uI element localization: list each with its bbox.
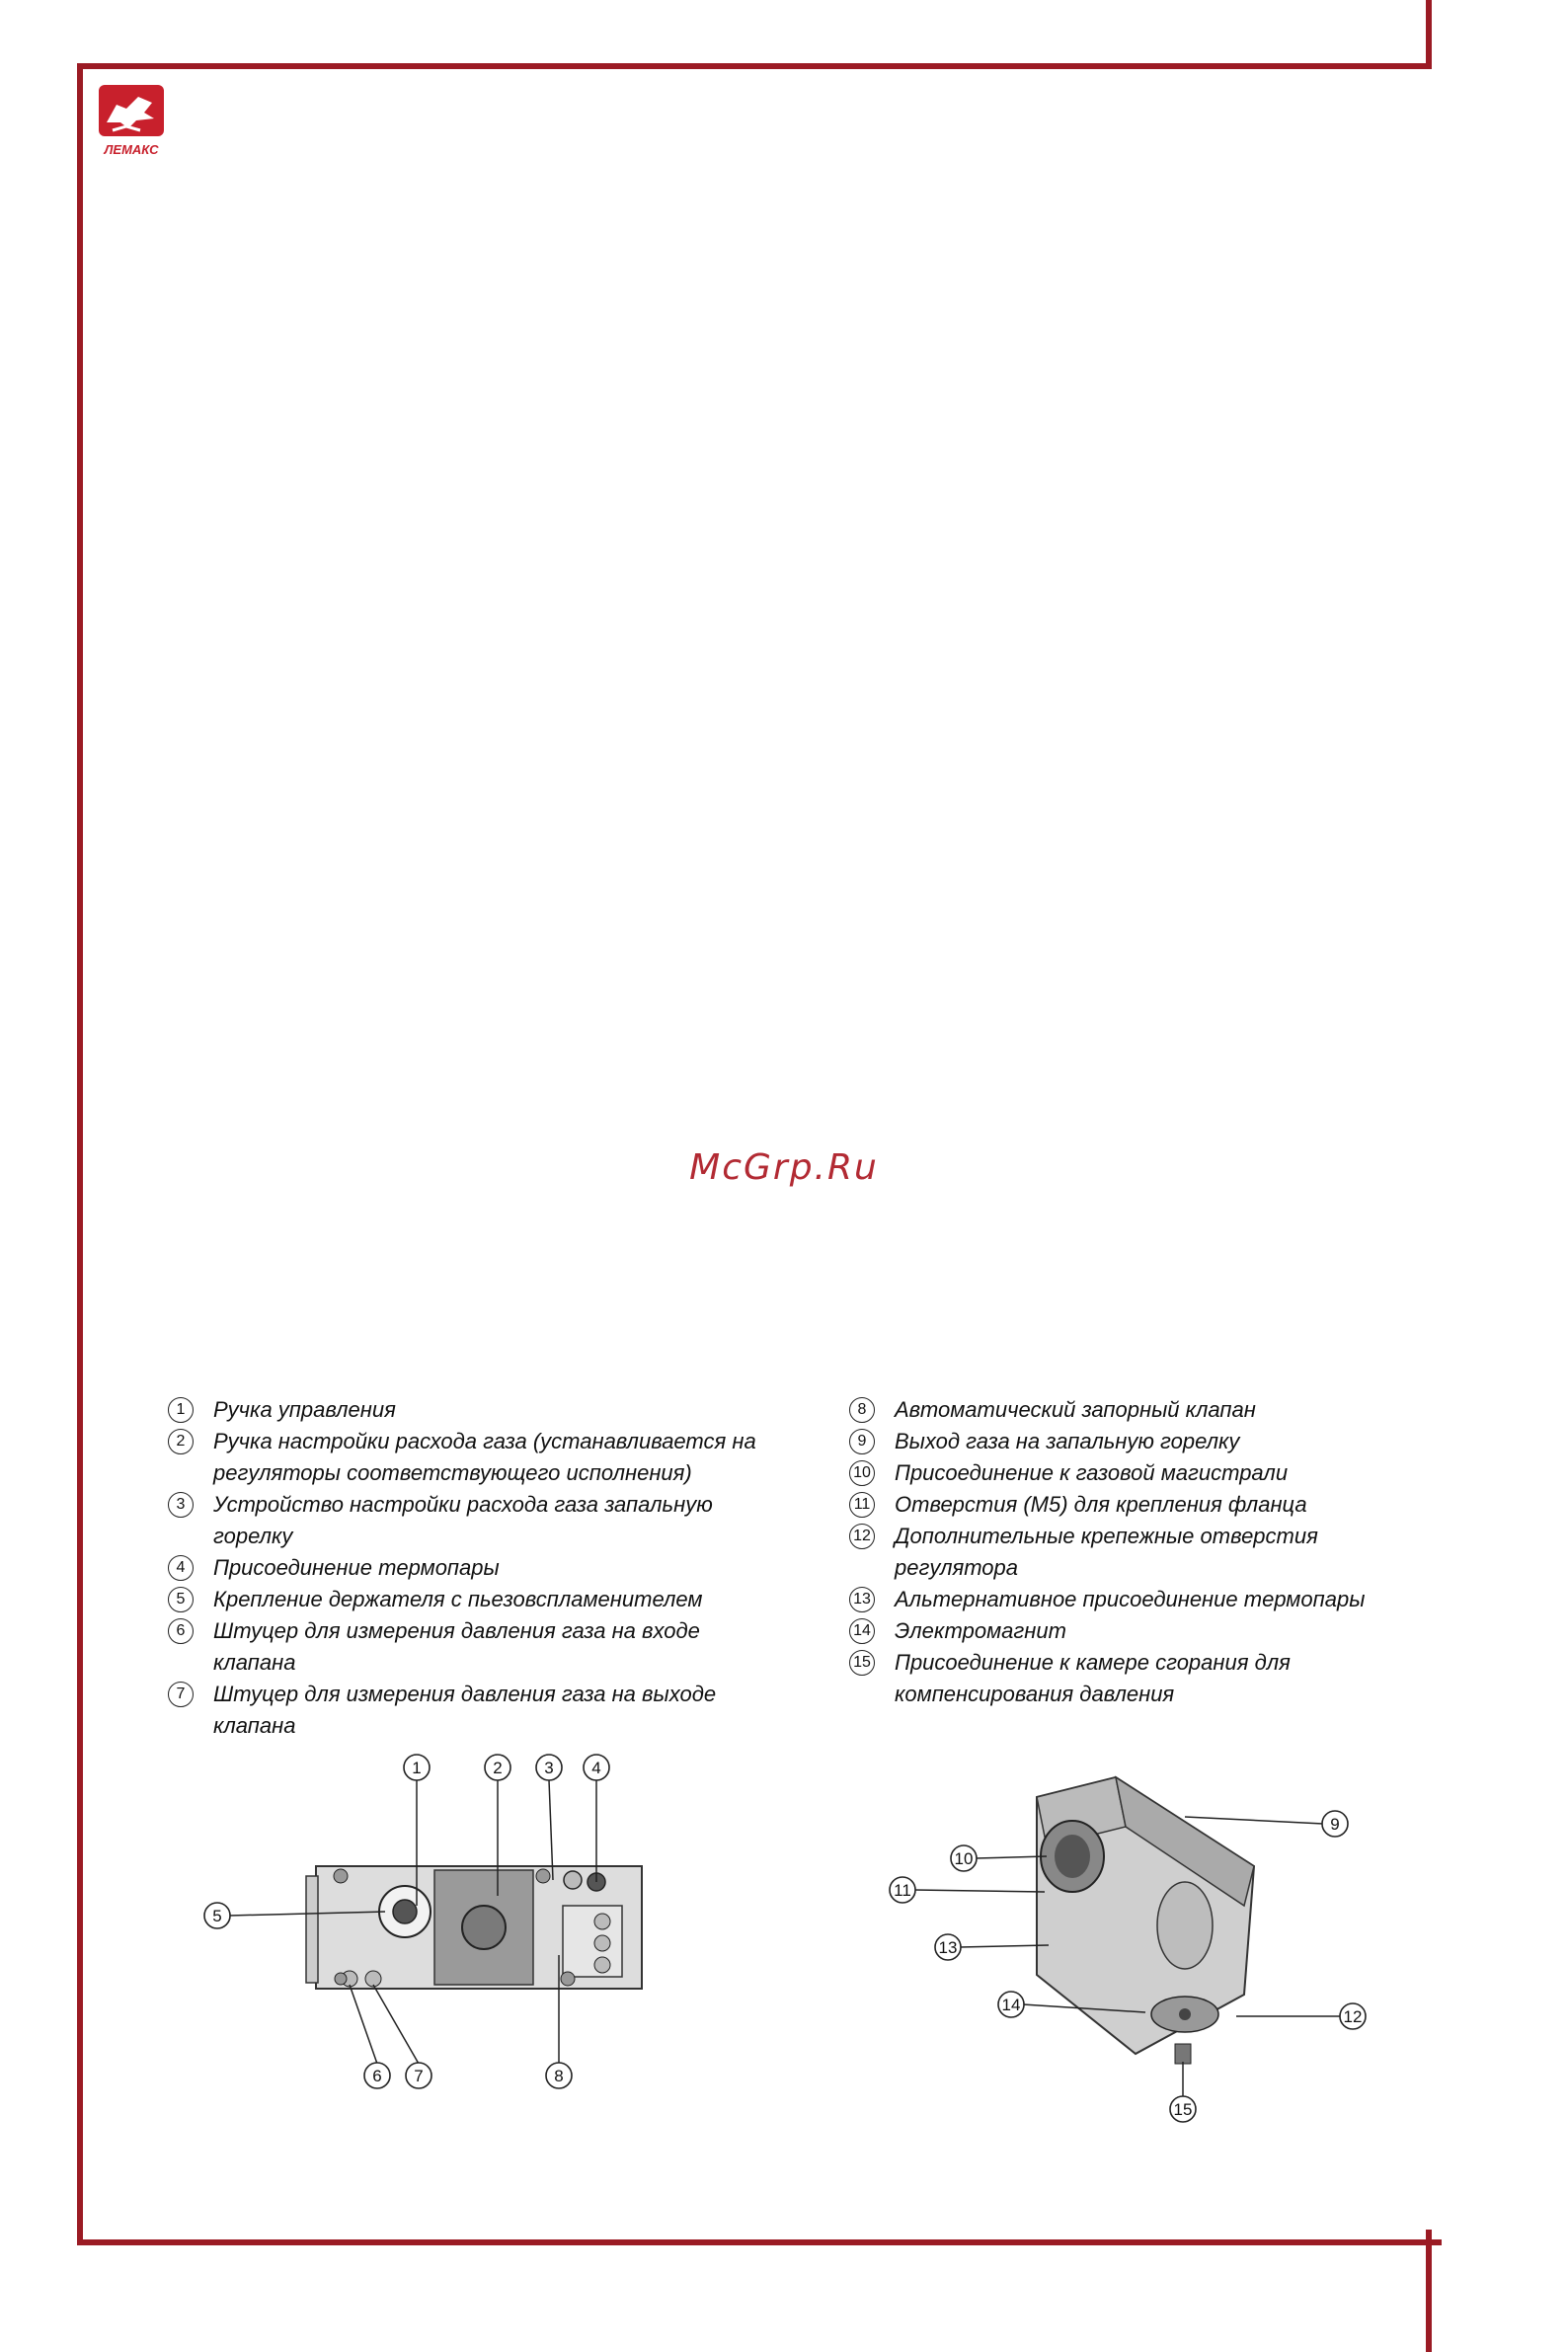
legend-item xyxy=(168,1394,780,1426)
legend-item xyxy=(168,1584,780,1615)
legend-text: Автоматический запорный клапан xyxy=(895,1397,1256,1422)
legend-number: 1 xyxy=(168,1397,194,1423)
legend-item xyxy=(168,1489,780,1552)
callout-label: 9 xyxy=(1330,1815,1340,1834)
legend-item xyxy=(849,1615,1442,1647)
frame-top-right-tick xyxy=(1426,0,1432,69)
legend-text: Отверстия (M5) для крепления фланца xyxy=(895,1492,1307,1517)
legend-item xyxy=(849,1584,1442,1615)
legend-number: 7 xyxy=(168,1682,194,1707)
callout-label: 12 xyxy=(1343,2007,1363,2026)
legend-text: Присоединение к газовой магистрали xyxy=(895,1460,1289,1485)
legend-number: 13 xyxy=(849,1587,875,1612)
legend-text: Устройство настройки расхода газа запальную горелку xyxy=(213,1492,713,1548)
legend-text: Присоединение термопары xyxy=(213,1555,500,1580)
frame-top xyxy=(77,63,1432,69)
legend-item xyxy=(849,1489,1442,1521)
callout-label: 4 xyxy=(591,1759,601,1777)
watermark: McGrp.Ru xyxy=(689,1147,879,1188)
brand-logo xyxy=(93,83,172,162)
legend-number: 9 xyxy=(849,1429,875,1454)
legend-number: 11 xyxy=(849,1492,875,1518)
legend-left xyxy=(168,1394,780,1742)
callout-label: 5 xyxy=(212,1907,222,1925)
legend-text: Дополнительные крепежные отверстия регулятора xyxy=(895,1524,1318,1580)
callout-label: 3 xyxy=(544,1759,554,1777)
legend-number: 6 xyxy=(168,1618,194,1644)
legend-number: 3 xyxy=(168,1492,194,1518)
callout-label: 11 xyxy=(894,1881,911,1900)
legend-number: 5 xyxy=(168,1587,194,1612)
legend-number: 14 xyxy=(849,1618,875,1644)
legend-text: Альтернативное присоединение термопары xyxy=(895,1587,1366,1611)
callout-label: 7 xyxy=(414,2067,424,2085)
gas-valve-front-diagram xyxy=(188,1748,701,2103)
legend-number: 10 xyxy=(849,1460,875,1486)
legend-item xyxy=(849,1521,1442,1584)
logo-text: ЛЕМАКС xyxy=(104,142,159,157)
legend-item xyxy=(849,1426,1442,1457)
legend-text: Ручка настройки расхода газа (устанавливается на регуляторы соответствующего исполнения) xyxy=(213,1429,756,1485)
legend-number: 2 xyxy=(168,1429,194,1454)
legend-item xyxy=(849,1647,1442,1710)
legend-item xyxy=(168,1615,780,1679)
legend-text: Ручка управления xyxy=(213,1397,396,1422)
callout-label: 13 xyxy=(938,1938,958,1957)
legend-text: Выход газа на запальную горелку xyxy=(895,1429,1240,1453)
frame-bottom xyxy=(77,2239,1442,2245)
legend-text: Присоединение к камере сгорания для компенсирования давления xyxy=(895,1650,1291,1706)
legend-text: Штуцер для измерения давления газа на входе клапана xyxy=(213,1618,700,1675)
legend-number: 4 xyxy=(168,1555,194,1581)
callout-label: 2 xyxy=(493,1759,503,1777)
gas-valve-iso-diagram xyxy=(889,1758,1382,2133)
callout-label: 1 xyxy=(412,1759,422,1777)
legend-text: Штуцер для измерения давления газа на выходе клапана xyxy=(213,1682,717,1738)
legend-item xyxy=(849,1457,1442,1489)
legend-item xyxy=(168,1552,780,1584)
callout-label: 14 xyxy=(1001,1996,1021,2014)
legend-number: 15 xyxy=(849,1650,875,1676)
legend-number: 8 xyxy=(849,1397,875,1423)
legend-text: Электромагнит xyxy=(895,1618,1066,1643)
frame-bottom-right-tick xyxy=(1426,2230,1432,2352)
legend-text: Крепление держателя с пьезовспламенителем xyxy=(213,1587,703,1611)
legend-right xyxy=(849,1394,1442,1710)
callout-label: 10 xyxy=(954,1849,974,1868)
legend-item xyxy=(849,1394,1442,1426)
callout-label: 15 xyxy=(1173,2100,1193,2119)
legend-item xyxy=(168,1679,780,1742)
callout-label: 8 xyxy=(554,2067,564,2085)
legend-item xyxy=(168,1426,780,1489)
callout-label: 6 xyxy=(372,2067,382,2085)
legend-number: 12 xyxy=(849,1524,875,1549)
